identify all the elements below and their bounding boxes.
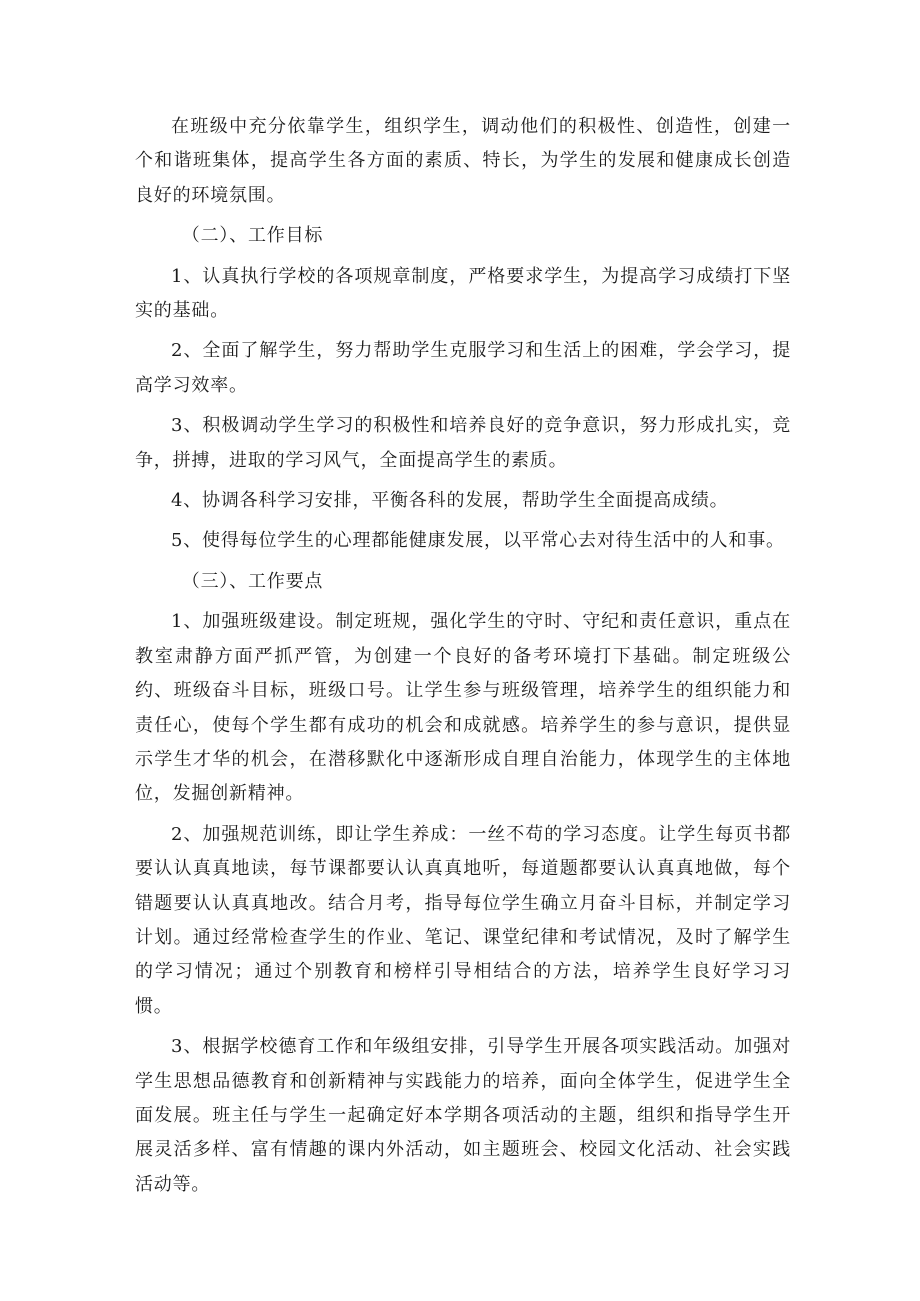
intro-paragraph: 在班级中充分依靠学生，组织学生，调动他们的积极性、创造性，创建一个和谐班集体，提高学生各方面的素质、特长，为学生的发展和健康成长创造良好的环境氛围。 (135, 116, 791, 206)
document-page (135, 110, 791, 1208)
key-point-item-3: 3、根据学校德育工作和年级组安排，引导学生开展各项实践活动。加强对学生思想品德教育和创新精神与实践能力的培养，面向全体学生，促进学生全面发展。班主任与学生一起确定好本学期各项活动的主题，组织和指导学生开展灵活多样、富有情趣的课内外活动，如主题班会、校园文化活动、社会实践活动等。 (135, 1036, 791, 1195)
section-heading-goals: （二）、工作目标 (181, 225, 324, 247)
goal-item-4: 4、协调各科学习安排，平衡各科的发展，帮助学生全面提高成绩。 (171, 490, 729, 512)
section-heading-key-points: （三）、工作要点 (181, 570, 324, 592)
key-point-item-2: 2、加强规范训练，即让学生养成：一丝不苟的学习态度。让学生每页书都要认认真真地读，每节课都要认认真真地听，每道题都要认认真真地做，每个错题要认认真真地改。结合月考，指导每位学生确立月奋斗目标，并制定学习计划。通过经常检查学生的作业、笔记、课堂纪律和考试情况，及时了解学生的学习情况；通过个别教育和榜样引导相结合的方法，培养学生良好学习习惯。 (135, 823, 791, 1017)
key-point-item-1: 1、加强班级建设。制定班规，强化学生的守时、守纪和责任意识，重点在教室肃静方面严抓严管，为创建一个良好的备考环境打下基础。制定班级公约、班级奋斗目标，班级口号。让学生参与班级管理，培养学生的组织能力和责任心，使每个学生都有成功的机会和成就感。培养学生的参与意识，提供显示学生才华的机会，在潜移默化中逐渐形成自理自治能力，体现学生的主体地位，发掘创新精神。 (135, 611, 791, 805)
goal-item-3: 3、积极调动学生学习的积极性和培养良好的竞争意识，努力形成扎实，竞争，拼搏，进取的学习风气，全面提高学生的素质。 (135, 415, 791, 471)
goal-item-1: 1、认真执行学校的各项规章制度，严格要求学生，为提高学习成绩打下坚实的基础。 (135, 265, 791, 322)
goal-item-2: 2、全面了解学生，努力帮助学生克服学习和生活上的困难，学会学习，提高学习效率。 (135, 340, 791, 396)
goal-item-5: 5、使得每位学生的心理都能健康发展，以平常心去对待生活中的人和事。 (171, 530, 785, 552)
